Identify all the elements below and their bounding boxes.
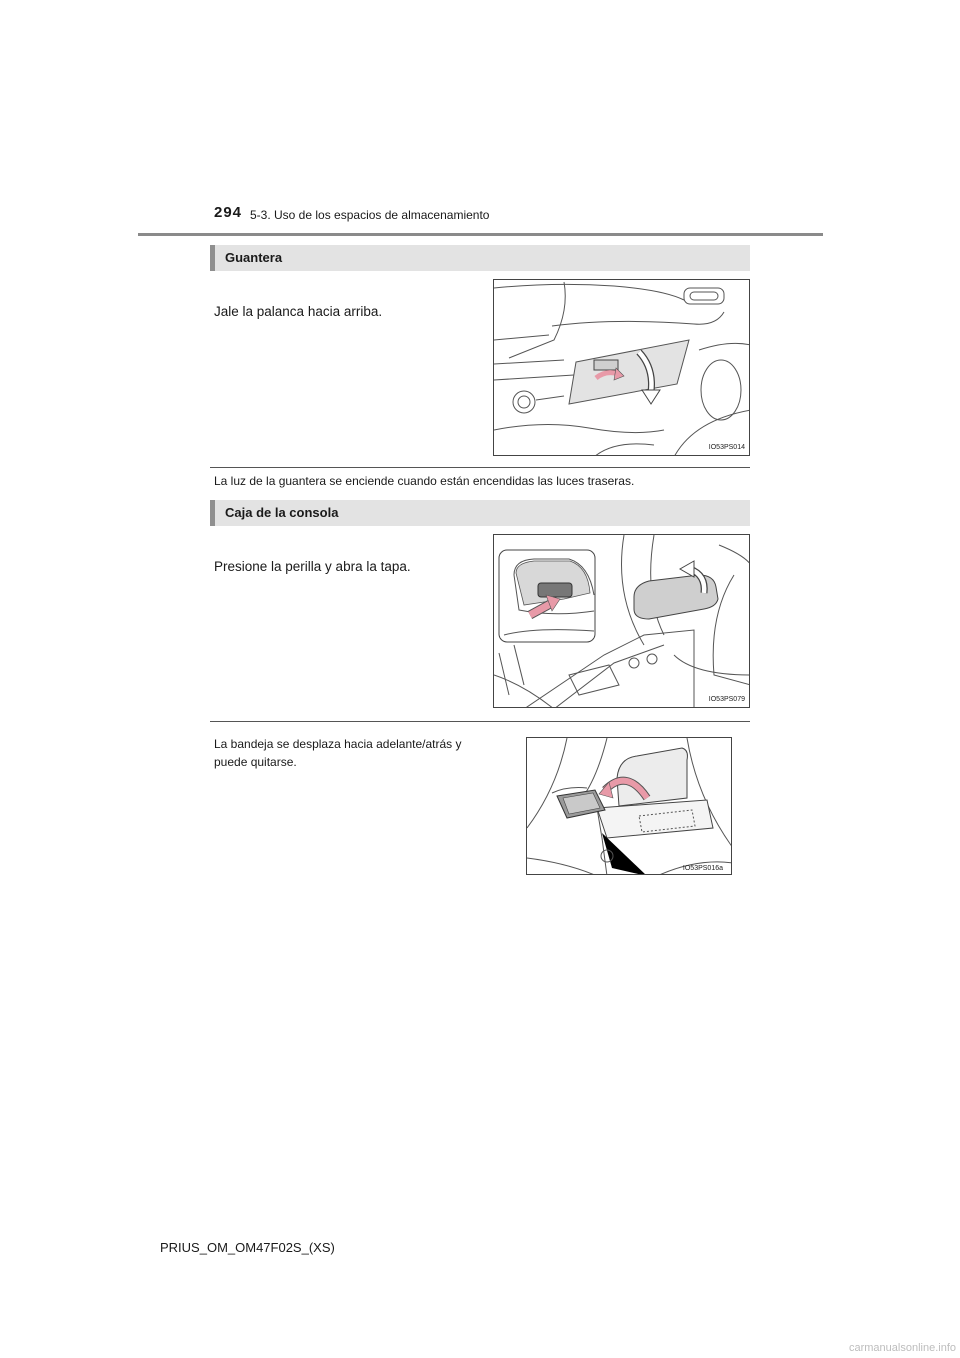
section-heading-console-box: Caja de la consola	[210, 500, 750, 526]
header-rule	[138, 233, 823, 236]
console-note-line-2: puede quitarse.	[214, 755, 297, 769]
section-title: 5-3. Uso de los espacios de almacenamiento	[250, 208, 490, 222]
console-note-line-1: La bandeja se desplaza hacia adelante/atrás y	[214, 737, 462, 751]
console-box-illustration	[493, 534, 750, 708]
document-code: PRIUS_OM_OM47F02S_(XS)	[160, 1240, 335, 1255]
glovebox-note: La luz de la guantera se enciende cuando están encendidas las luces traseras.	[214, 474, 635, 488]
figure-code-tray: IO53PS016a	[682, 865, 723, 872]
divider	[210, 721, 750, 722]
tray-drawing	[527, 738, 732, 875]
console-tray-illustration	[526, 737, 732, 875]
glovebox-instruction: Jale la palanca hacia arriba.	[214, 304, 383, 319]
figure-code-glovebox: IO53PS014	[708, 444, 745, 451]
console-instruction: Presione la perilla y abra la tapa.	[214, 559, 411, 574]
glovebox-illustration	[493, 279, 750, 456]
glovebox-drawing	[494, 280, 750, 456]
figure-code-console: IO53PS079	[708, 696, 745, 703]
page-number: 294	[214, 204, 243, 221]
watermark: carmanualsonline.info	[848, 1342, 956, 1354]
divider	[210, 467, 750, 468]
console-drawing	[494, 535, 750, 708]
section-heading-glovebox: Guantera	[210, 245, 750, 271]
